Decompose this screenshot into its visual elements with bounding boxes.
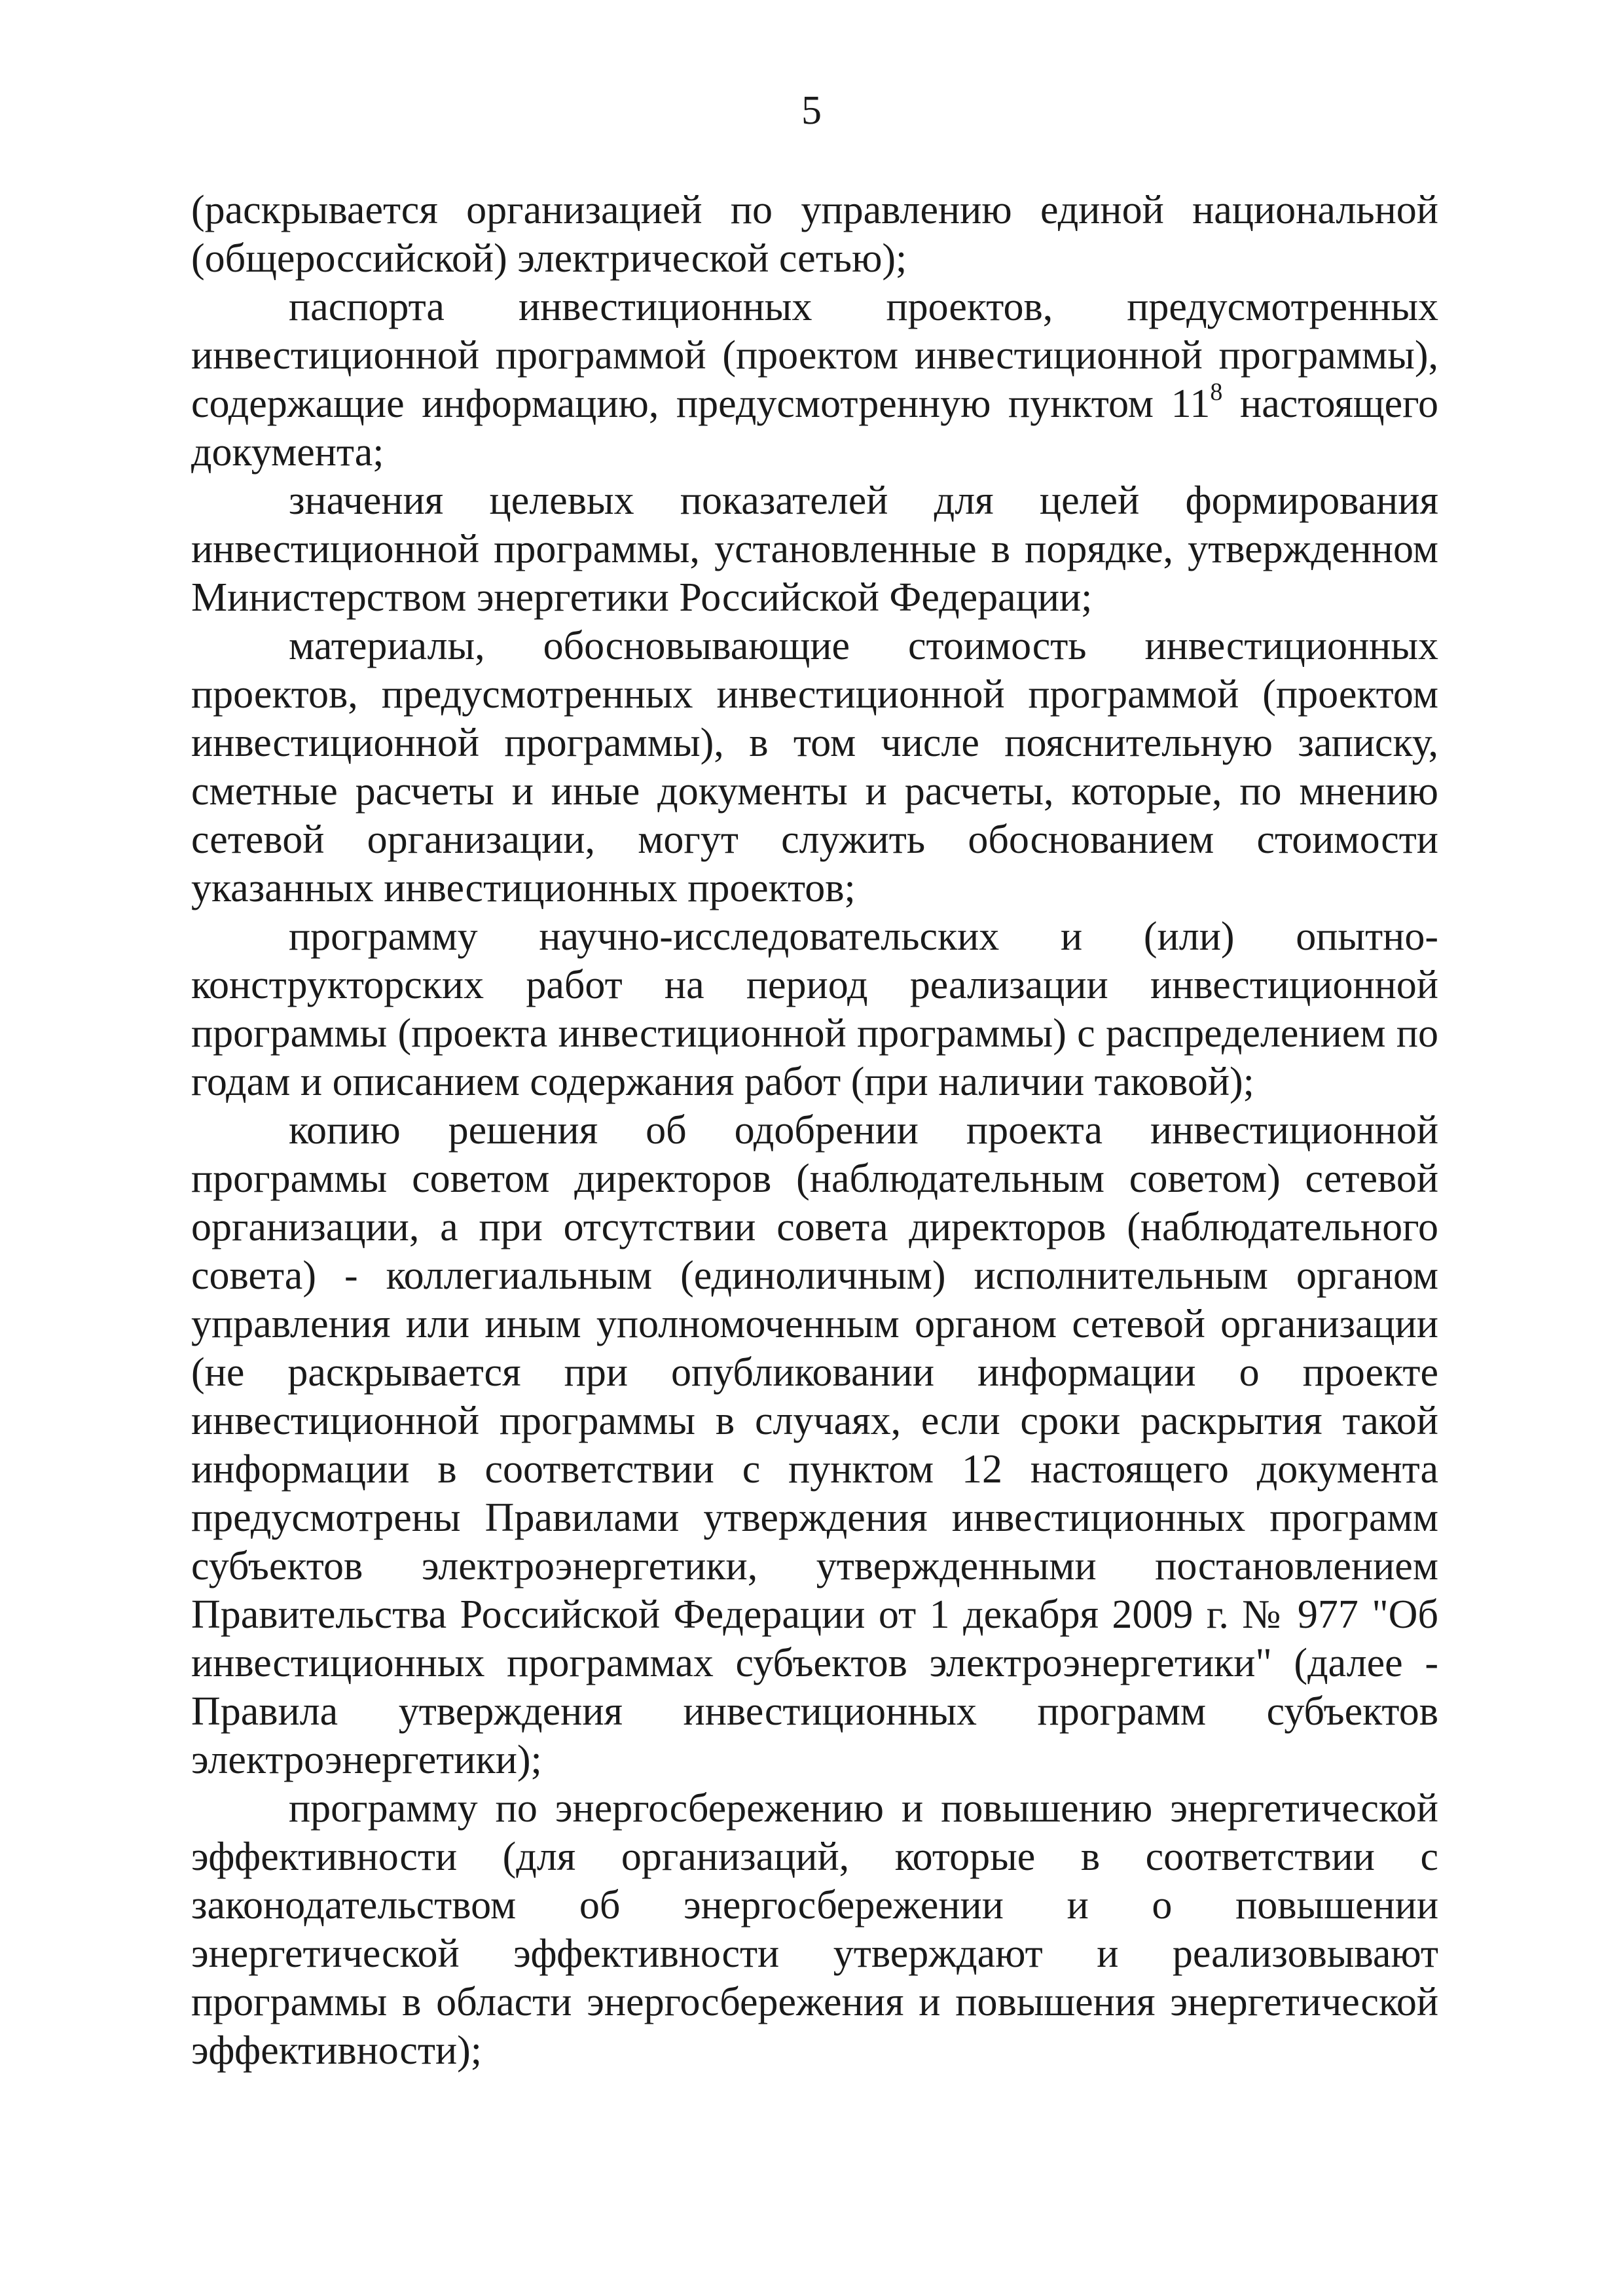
paragraph-research-program: программу научно-исследовательских и (или) опытно-конструкторских работ на период реализации инвестиционной программы (проекта инвестиционной программы) с распределением по годам и описанием содержания работ (при наличии таковой); bbox=[191, 914, 1438, 1104]
page-number: 5 bbox=[801, 88, 822, 133]
paragraph-disclosure-note: (раскрывается организацией по управлению единой национальной (общероссийской) электрической сетью); bbox=[191, 188, 1438, 281]
paragraph-target-indicators: значения целевых показателей для целей формирования инвестиционной программы, установленные в порядке, утвержденном Министерством энергетики Российской Федерации; bbox=[191, 478, 1438, 620]
paragraph-project-passports-text: паспорта инвестиционных проектов, предусмотренных инвестиционной программой (проектом инвестиционной программы), содержащие информацию, предусмотренную пунктом 11 bbox=[191, 285, 1438, 426]
paragraph-project-passports-tail: настоящего документа; bbox=[191, 382, 1438, 475]
paragraph-approval-decision: копию решения об одобрении проекта инвестиционной программы советом директоров (наблюдательным советом) сетевой организации, а при отсутствии совета директоров (наблюдательного совета) - коллегиальным (единоличным) исполнительным органом управления или иным уполномоченным органом сетевой организации (не раскрывается при опубликовании информации о проекте инвестиционной программы в случаях, если сроки раскрытия такой информации в соответствии с пунктом 12 настоящего документа предусмотрены Правилами утверждения инвестиционных программ субъектов электроэнергетики, утвержденными постановлением Правительства Российской Федерации от 1 декабря 2009 г. № 977 "Об инвестиционных программах субъектов электроэнергетики" (далее - Правила утверждения инвестиционных программ субъектов электроэнергетики); bbox=[191, 1108, 1438, 1782]
paragraph-energy-saving-program: программу по энергосбережению и повышению энергетической эффективности (для организаций, которые в соответствии с законодательством об энергосбережении и о повышении энергетической эффективности утверждают и реализовывают программы в области энергосбережения и повышения энергетической эффективности); bbox=[191, 1786, 1438, 2073]
paragraph-cost-materials: материалы, обосновывающие стоимость инвестиционных проектов, предусмотренных инвестиционной программой (проектом инвестиционной программы), в том числе пояснительную записку, сметные расчеты и иные документы и расчеты, которые, по мнению сетевой организации, могут служить обоснованием стоимости указанных инвестиционных проектов; bbox=[191, 624, 1438, 910]
paragraph-project-passports bbox=[191, 283, 1438, 476]
document-body bbox=[191, 186, 1438, 2075]
point-number-superscript: 8 bbox=[1210, 378, 1223, 406]
